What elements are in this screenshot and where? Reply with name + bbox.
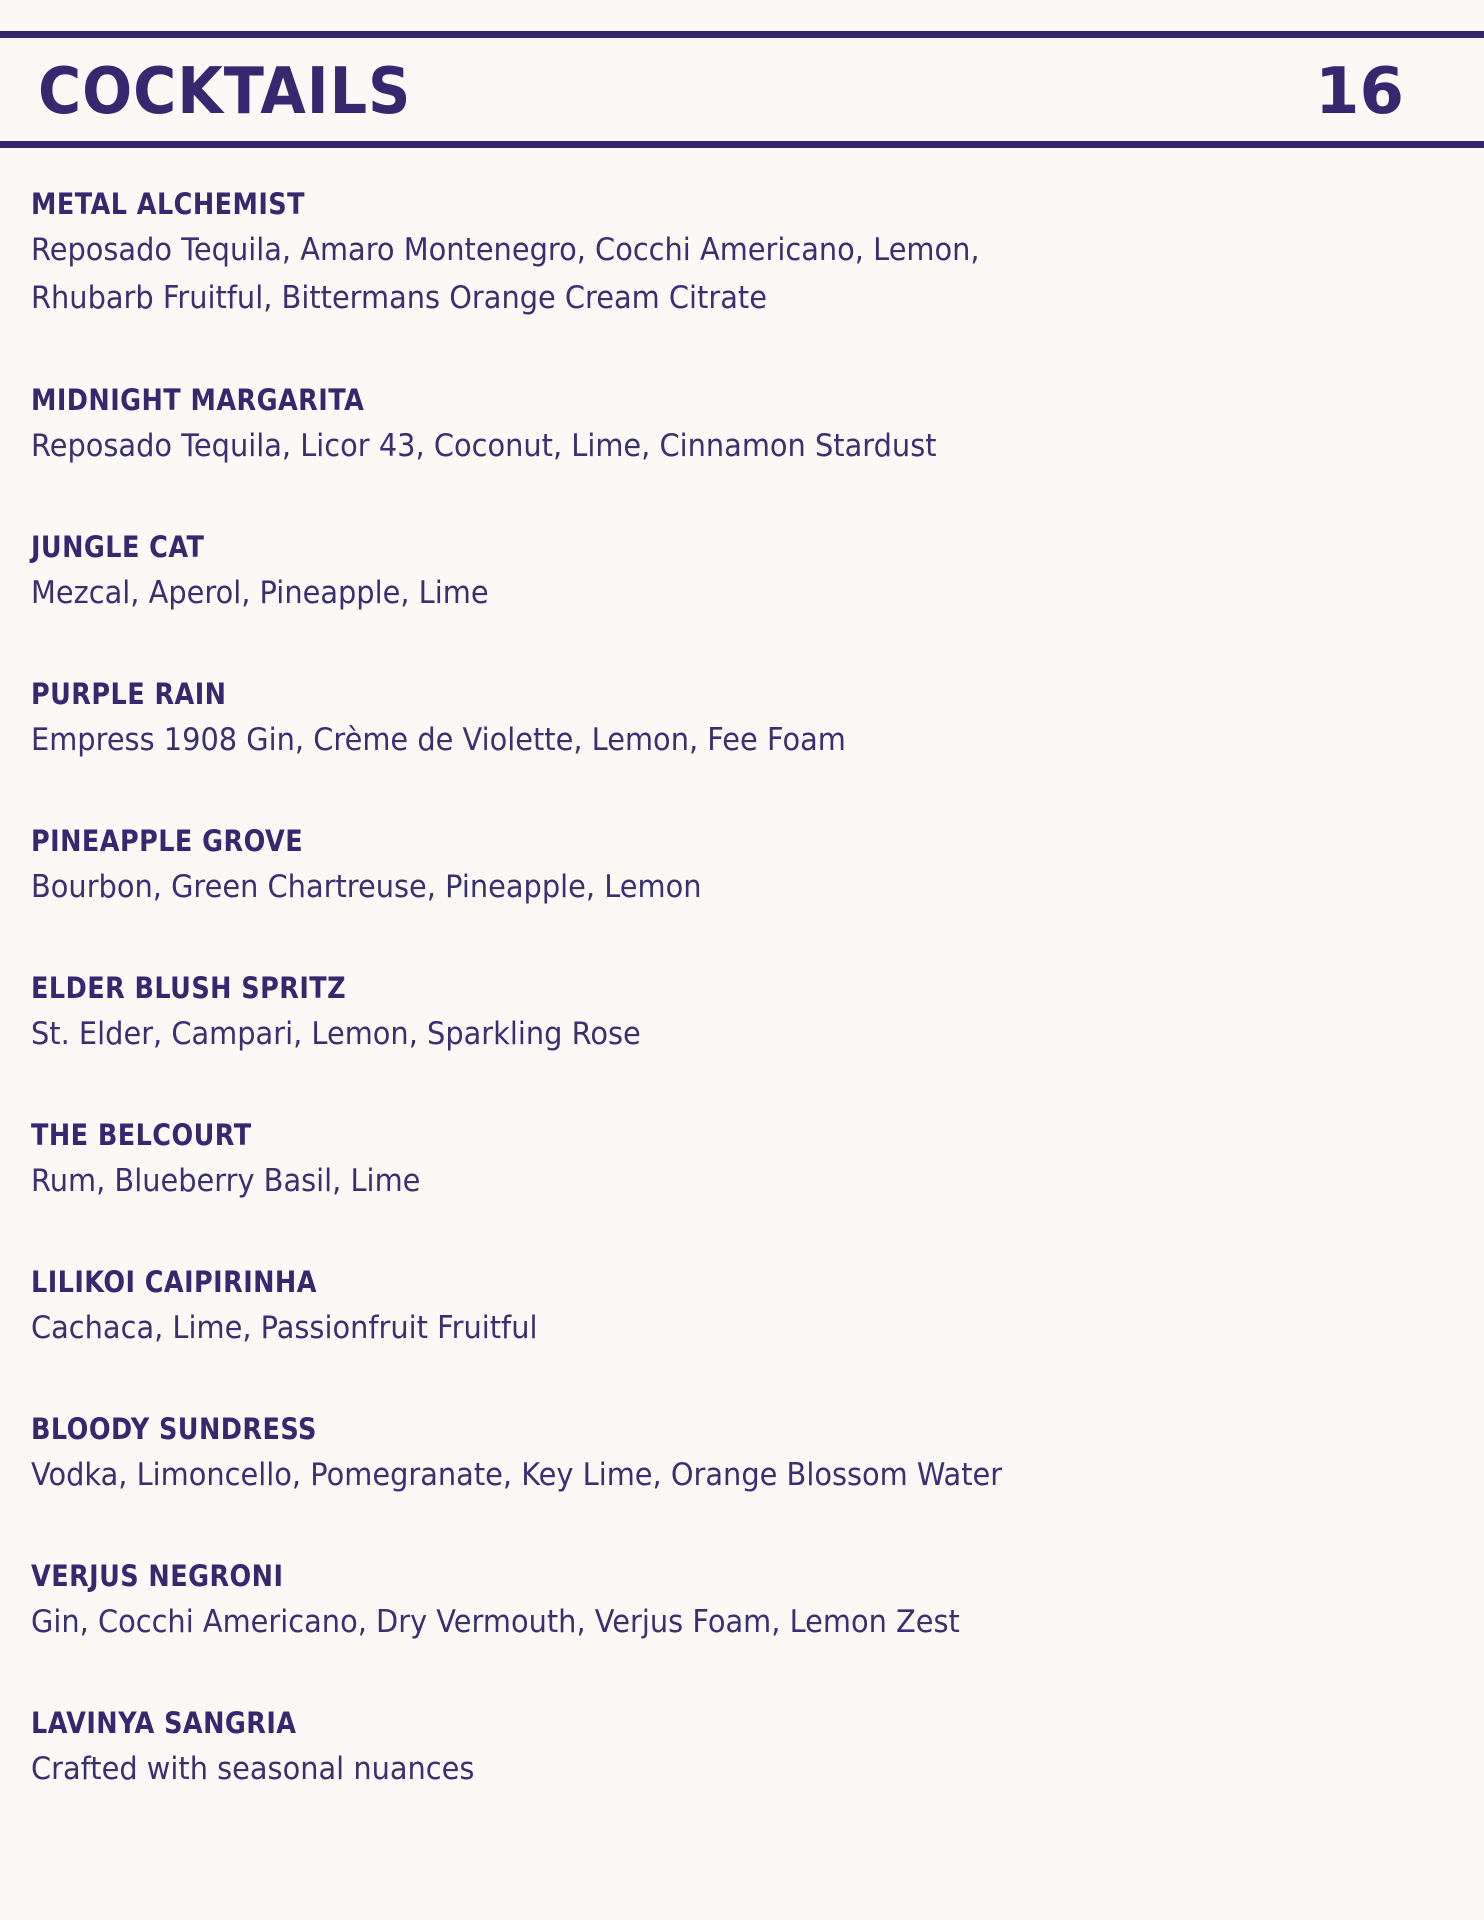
item-name: METAL ALCHEMIST xyxy=(31,187,305,221)
item-name: THE BELCOURT xyxy=(31,1118,252,1152)
menu-item xyxy=(31,674,1331,821)
item-description: Crafted with seasonal nuances xyxy=(31,1751,475,1787)
item-description: St. Elder, Campari, Lemon, Sparkling Rose xyxy=(31,1016,641,1052)
item-description: Reposado Tequila, Licor 43, Coconut, Lime, Cinnamon Stardust xyxy=(31,428,937,464)
item-description: Rum, Blueberry Basil, Lime xyxy=(31,1163,421,1199)
item-name: LILIKOI CAIPIRINHA xyxy=(31,1265,317,1299)
page-title: COCKTAILS xyxy=(38,55,412,129)
item-description: Mezcal, Aperol, Pineapple, Lime xyxy=(31,575,489,611)
menu-item xyxy=(31,968,1331,1115)
menu-item xyxy=(31,527,1331,674)
item-name: MIDNIGHT MARGARITA xyxy=(31,383,365,417)
menu-item xyxy=(31,1115,1331,1262)
item-description: Bourbon, Green Chartreuse, Pineapple, Lemon xyxy=(31,869,702,905)
item-description: Reposado Tequila, Amaro Montenegro, Cocchi Americano, Lemon, xyxy=(31,232,980,268)
item-name: ELDER BLUSH SPRITZ xyxy=(31,971,347,1005)
item-description: Vodka, Limoncello, Pomegranate, Key Lime, Orange Blossom Water xyxy=(31,1457,1003,1493)
menu-item xyxy=(31,184,1331,380)
item-name: LAVINYA SANGRIA xyxy=(31,1706,297,1740)
item-name: JUNGLE CAT xyxy=(31,530,205,564)
item-description: Empress 1908 Gin, Crème de Violette, Lemon, Fee Foam xyxy=(31,722,846,758)
menu-item xyxy=(31,821,1331,968)
item-description: Gin, Cocchi Americano, Dry Vermouth, Verjus Foam, Lemon Zest xyxy=(31,1604,960,1640)
price-label: 16 xyxy=(1314,55,1404,129)
item-name: VERJUS NEGRONI xyxy=(31,1559,284,1593)
menu-item xyxy=(31,1556,1331,1703)
menu-item xyxy=(31,380,1331,527)
header-top-rule xyxy=(0,31,1484,38)
menu-item xyxy=(31,1262,1331,1409)
item-name: BLOODY SUNDRESS xyxy=(31,1412,317,1446)
menu-item xyxy=(31,1703,1331,1850)
item-name: PURPLE RAIN xyxy=(31,677,227,711)
menu-item xyxy=(31,1409,1331,1556)
header-bottom-rule xyxy=(0,141,1484,148)
item-name: PINEAPPLE GROVE xyxy=(31,824,304,858)
item-description: Rhubarb Fruitful, Bittermans Orange Cream Citrate xyxy=(31,280,767,316)
item-description: Cachaca, Lime, Passionfruit Fruitful xyxy=(31,1310,538,1346)
cocktail-list xyxy=(31,184,1331,1850)
